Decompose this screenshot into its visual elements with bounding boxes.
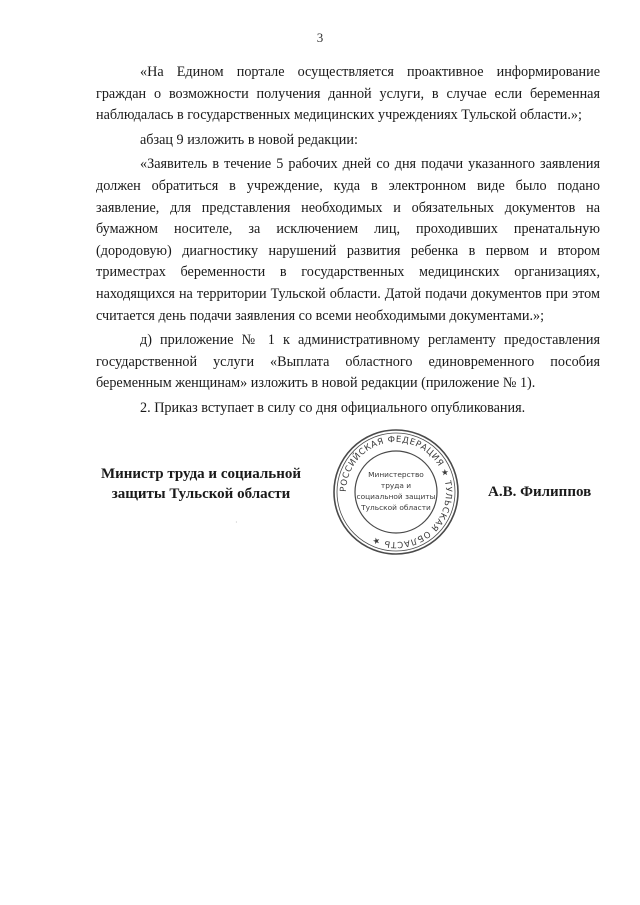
seal-center-line-4: Тульской области (361, 503, 431, 512)
signer-name: А.В. Филиппов (488, 484, 592, 500)
seal-center-line-1: Министерство (368, 470, 424, 479)
seal-ring-text: РОССИЙСКАЯ ФЕДЕРАЦИЯ ★ ТУЛЬСКАЯ ОБЛАСТЬ ★ (338, 434, 454, 550)
faint-dot-mark: · (235, 518, 238, 527)
signer-title-line-2: защиты Тульской области (111, 486, 291, 502)
paragraph-amendment-intro: абзац 9 изложить в новой редакции: (140, 131, 358, 148)
official-seal (331, 427, 461, 557)
signer-title (86, 464, 316, 504)
paragraph-applicant-deadline: «Заявитель в течение 5 рабочих дней со дня подачи указанного заявления должен обратиться в учреждение, куда в электронном виде было подано заявление, для представления необходимых и обязательных документов на бумажном носителе, за исключением лиц, проходивших пренатальную (дородовую) диагностику нарушений развития ребенка в первом и втором триместрах беременности в государственных медицинских организациях, находящихся на территории Тульской области. Датой подачи документов при этом считается день подачи заявления со всеми необходимыми документами.»; (96, 156, 600, 324)
seal-center-line-3: социальной защиты (356, 492, 436, 501)
page-number: 3 (316, 30, 324, 45)
paragraph-appendix-amendment: д) приложение № 1 к административному регламенту предоставления государственной услуги «Выплата областного единовременного пособия беременным женщинам» изложить в новой редакции (приложение № 1). (96, 332, 600, 392)
seal-center-line-2: труда и (380, 481, 412, 490)
paragraph-portal-info: «На Едином портале осуществляется проактивное информирование граждан о возможности получения данной услуги, в случае если беременная наблюдалась в государственных медицинских учреждениях Тульской области.»; (96, 64, 600, 124)
signer-title-line-1: Министр труда и социальной (100, 466, 302, 482)
paragraph-effective-date: 2. Приказ вступает в силу со дня официального опубликования. (140, 399, 526, 416)
document-body (96, 62, 600, 420)
signature-block (0, 434, 640, 580)
